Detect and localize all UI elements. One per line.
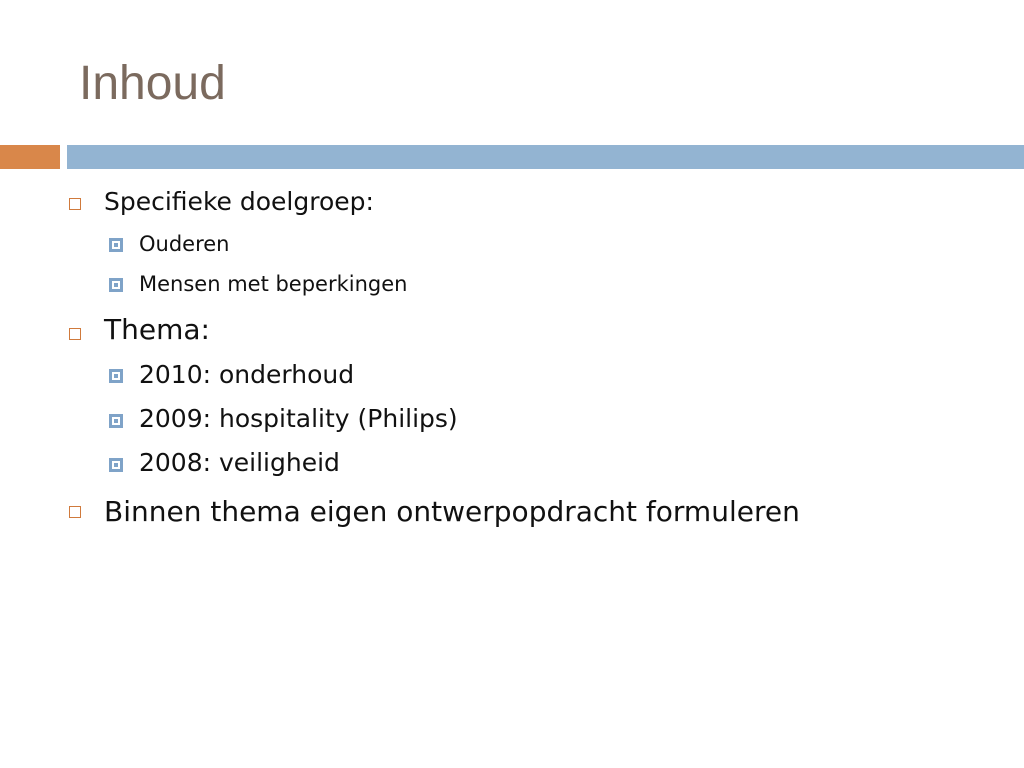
square-filled-bullet-icon xyxy=(109,278,123,292)
square-outline-bullet-icon xyxy=(69,198,81,210)
square-filled-bullet-icon xyxy=(109,238,123,252)
square-outline-bullet-icon xyxy=(69,506,81,518)
square-filled-bullet-icon xyxy=(109,414,123,428)
bullet-item: Specifieke doelgroep: xyxy=(104,187,374,216)
sub-bullet-item: 2009: hospitality (Philips) xyxy=(139,404,458,433)
square-filled-bullet-icon xyxy=(109,458,123,472)
sub-bullet-item: Mensen met beperkingen xyxy=(139,272,408,296)
square-outline-bullet-icon xyxy=(69,328,81,340)
bullet-item: Thema: xyxy=(104,313,210,346)
slide-title: Inhoud xyxy=(79,57,226,110)
sub-bullet-item: 2010: onderhoud xyxy=(139,360,355,389)
bullet-item: Binnen thema eigen ontwerpopdracht formuleren xyxy=(104,495,800,528)
square-filled-bullet-icon xyxy=(109,369,123,383)
sub-bullet-item: 2008: veiligheid xyxy=(139,448,340,477)
sub-bullet-item: Ouderen xyxy=(139,232,230,256)
